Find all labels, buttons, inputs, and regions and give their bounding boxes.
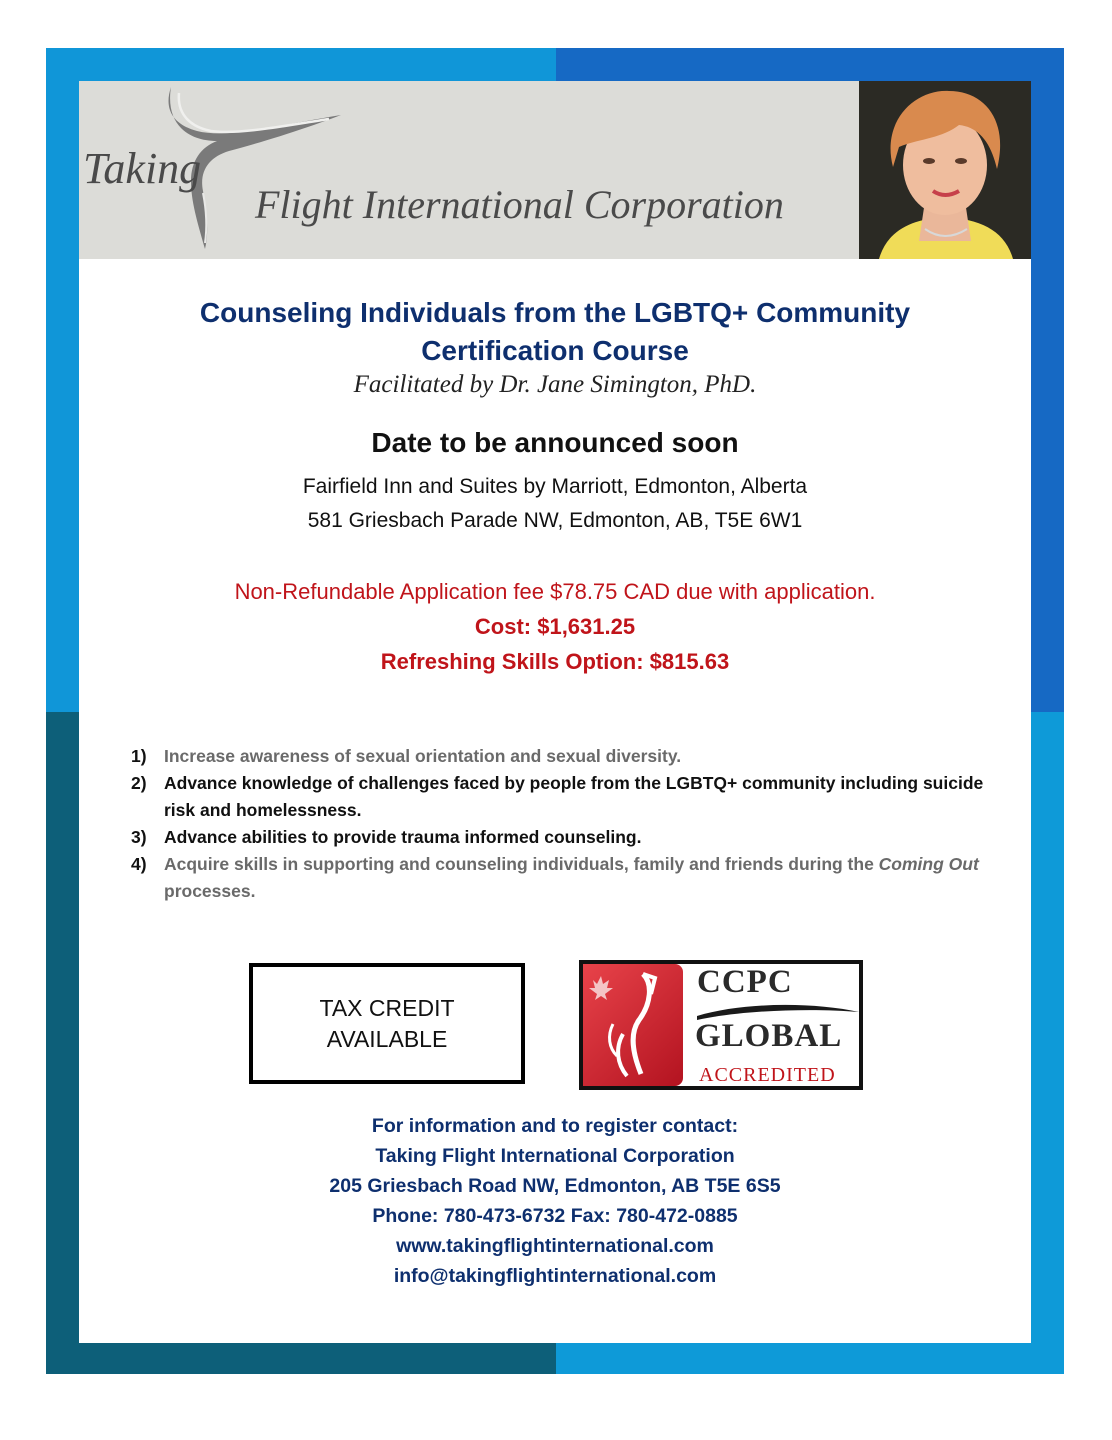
contact-address: 205 Griesbach Road NW, Edmonton, AB T5E 6S5 bbox=[329, 1175, 781, 1197]
application-fee: Non-Refundable Application fee $78.75 CAD due with application. bbox=[234, 579, 876, 604]
list-item bbox=[131, 851, 991, 905]
course-title-line2: Certification Course bbox=[421, 335, 689, 366]
flyer-content bbox=[79, 81, 1031, 1343]
list-item-text: Advance knowledge of challenges faced by people from the LGBTQ+ community including suicide risk and homelessness. bbox=[164, 773, 984, 820]
list-item-text-italic: Coming Out bbox=[878, 854, 979, 874]
contact-phone-fax: Phone: 780-473-6732 Fax: 780-472-0885 bbox=[372, 1205, 738, 1227]
list-item-number: 1) bbox=[131, 746, 147, 766]
list-item-number: 2) bbox=[131, 773, 147, 793]
header-banner bbox=[79, 81, 859, 259]
logo-text-taking: Taking bbox=[83, 144, 202, 193]
global-text: GLOBAL bbox=[695, 1018, 843, 1054]
list-item bbox=[131, 770, 991, 824]
list-item-text: Advance abilities to provide trauma informed counseling. bbox=[164, 827, 642, 847]
course-cost: Cost: $1,631.25 bbox=[474, 614, 636, 639]
list-item-number: 4) bbox=[131, 854, 147, 874]
tax-credit-line2: AVAILABLE bbox=[326, 1025, 448, 1052]
list-item-text: Acquire skills in supporting and counseling individuals, family and friends during the bbox=[164, 854, 879, 874]
contact-intro: For information and to register contact: bbox=[371, 1115, 739, 1137]
tax-credit-badge bbox=[249, 963, 525, 1084]
accredited-text: ACCREDITED bbox=[699, 1064, 836, 1086]
list-item-text-end: processes. bbox=[164, 881, 256, 901]
course-venue: Fairfield Inn and Suites by Marriott, Edmonton, Alberta bbox=[302, 475, 808, 498]
contact-email-link[interactable]: info@takingflightinternational.com bbox=[393, 1265, 717, 1287]
refresh-option-cost: Refreshing Skills Option: $815.63 bbox=[380, 649, 730, 674]
course-address: 581 Griesbach Parade NW, Edmonton, AB, T5E 6W1 bbox=[307, 509, 803, 532]
course-date: Date to be announced soon bbox=[371, 427, 739, 458]
list-item bbox=[131, 743, 991, 770]
ccpc-logo-panel bbox=[583, 964, 683, 1086]
list-item bbox=[131, 824, 991, 851]
maple-leaf-figure-icon bbox=[583, 964, 683, 1086]
learning-objectives-list bbox=[131, 743, 991, 905]
facilitator-portrait bbox=[859, 81, 1031, 259]
logo-text-company: Flight International Corporation bbox=[255, 182, 784, 227]
course-title-line1: Counseling Individuals from the LGBTQ+ Community bbox=[199, 297, 911, 328]
contact-website-link[interactable]: www.takingflightinternational.com bbox=[396, 1235, 714, 1257]
tax-credit-line1: TAX CREDIT bbox=[319, 994, 455, 1021]
list-item-number: 3) bbox=[131, 827, 147, 847]
ccpc-global-accreditation-badge bbox=[579, 960, 863, 1090]
ccpc-text: CCPC bbox=[697, 964, 793, 1000]
list-item-text: Increase awareness of sexual orientation and sexual diversity. bbox=[164, 746, 682, 766]
facilitator-line: Facilitated by Dr. Jane Simington, PhD. bbox=[353, 371, 757, 398]
contact-organization: Taking Flight International Corporation bbox=[375, 1145, 735, 1167]
